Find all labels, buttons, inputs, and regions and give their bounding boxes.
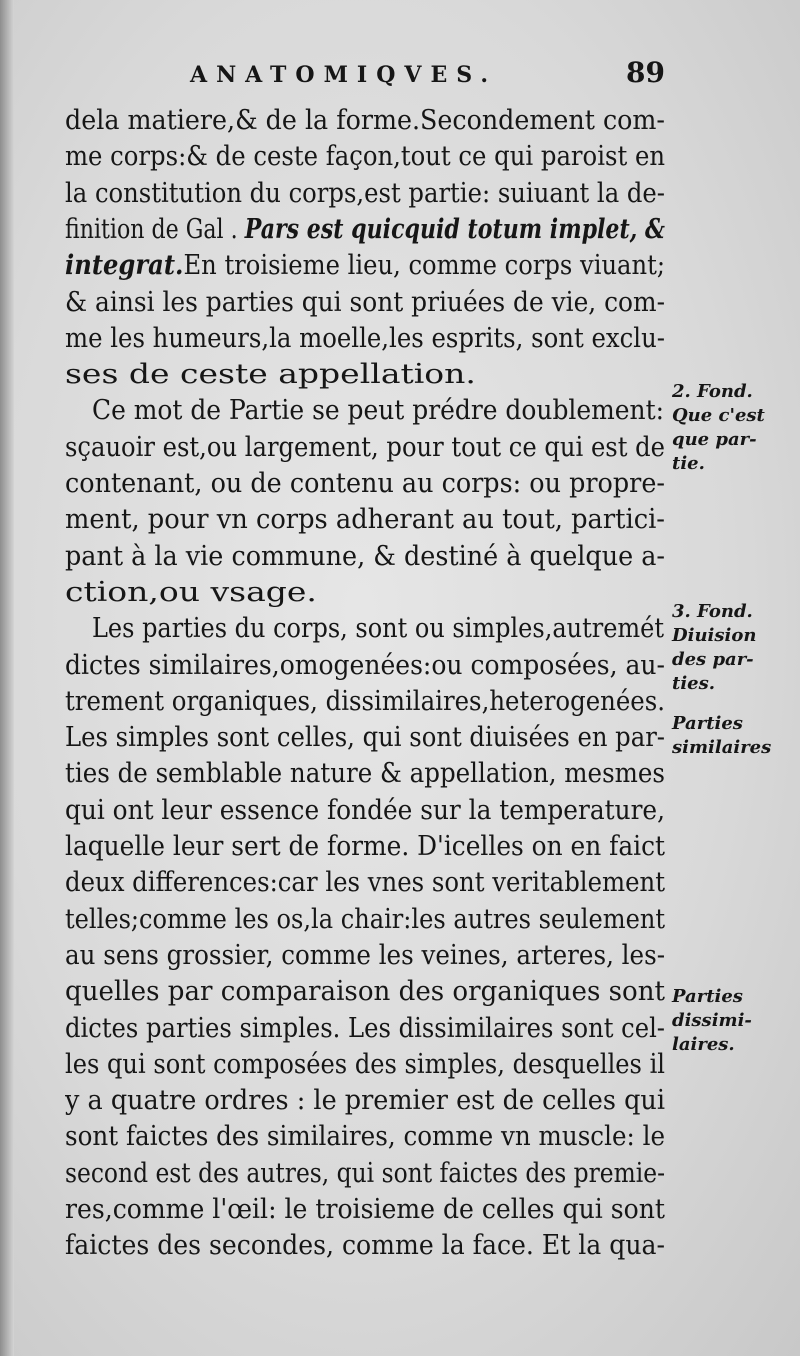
text-line [65, 1191, 665, 1228]
text-span: quelles par comparaison des organiques sont [65, 975, 665, 1008]
text-line [65, 647, 665, 684]
margin-note-line: ties. [672, 673, 716, 694]
text-line [65, 792, 665, 829]
margin-note-line: Parties [672, 713, 743, 734]
text-span: les qui sont composées des simples, desquelles il [65, 1047, 665, 1080]
text-line [65, 574, 665, 611]
text-line [65, 1227, 665, 1264]
margin-note-line: similaires [672, 737, 772, 758]
text-line [65, 1155, 665, 1192]
text-span: ction,ou vsage. [65, 575, 317, 608]
text-line [65, 683, 665, 720]
text-span: finition de Gal . [65, 212, 245, 245]
text-span: qui ont leur essence fondée sur la temperature, [65, 793, 665, 826]
text-line [65, 247, 665, 284]
text-span: au sens grossier, comme les veines, arteres, les- [65, 938, 665, 971]
text-line [65, 937, 665, 974]
page-number: 89 [626, 56, 665, 89]
margin-note-line: Que c'est [672, 405, 765, 426]
text-span: En troisieme lieu, comme corps viuant; [183, 249, 665, 282]
text-span: y a quatre ordres : le premier est de celles qui [65, 1084, 665, 1117]
text-span: me les humeurs,la moelle,les esprits, sont exclu- [65, 321, 665, 354]
text-line [65, 102, 665, 139]
text-line [65, 1118, 665, 1155]
text-span: res,comme l'œil: le troisieme de celles qui sont [65, 1193, 665, 1225]
text-line [65, 719, 665, 756]
text-span: Ce mot de Partie se peut prédre doublement: [92, 394, 664, 427]
text-line [65, 284, 665, 321]
text-span: pant à la vie commune, & destiné à quelque a- [65, 539, 665, 572]
margin-note-line: Parties [672, 986, 743, 1007]
margin-note-line: laires. [672, 1034, 735, 1055]
latin-quote: integrat. [65, 249, 184, 282]
margin-note-line: que par- [672, 429, 757, 450]
margin-note [672, 985, 792, 1057]
text-span: ties de semblable nature & appellation, mesmes [65, 757, 665, 790]
text-span: me corps:& de ceste façon,tout ce qui paroist en [65, 140, 665, 173]
text-line [65, 1046, 665, 1083]
text-line [65, 538, 665, 575]
text-line [65, 828, 665, 865]
text-line [65, 1010, 665, 1047]
margin-note-line: Diuision [672, 625, 757, 646]
margin-note-line: tie. [672, 453, 705, 474]
margin-note [672, 712, 792, 760]
text-line [92, 392, 664, 429]
text-line [65, 755, 665, 792]
text-line [65, 864, 665, 901]
text-span: contenant, ou de contenu au corps: ou propre- [65, 467, 665, 499]
text-line [92, 610, 664, 647]
text-span: & ainsi les parties qui sont priuées de vie, com- [65, 285, 665, 318]
text-line [65, 320, 665, 357]
margin-note [672, 600, 792, 696]
text-span: ment, pour vn corps adherant au tout, partici- [65, 503, 665, 536]
running-title: ANATOMIQVES. [190, 62, 497, 88]
text-span: Les simples sont celles, qui sont diuisées en par- [65, 721, 665, 754]
text-line [65, 501, 665, 538]
text-span: Les parties du corps, sont ou simples,autremét [92, 612, 664, 645]
text-line [65, 211, 665, 248]
text-line [65, 901, 665, 938]
page-gutter-shadow [0, 0, 14, 1356]
text-line [65, 1082, 665, 1119]
margin-note-line: 3. Fond. [672, 601, 753, 622]
text-span: second est des autres, qui sont faictes des premie- [65, 1156, 665, 1189]
text-line [65, 429, 665, 466]
text-span: dictes parties simples. Les dissimilaires sont cel- [65, 1011, 665, 1044]
text-span: la constitution du corps,est partie: suiuant la de- [65, 176, 665, 209]
text-span: ses de ceste appellation. [65, 358, 476, 391]
text-span: laquelle leur sert de forme. D'icelles on en faict [65, 830, 665, 862]
margin-note-line: dissimi- [672, 1010, 752, 1031]
text-span: trement organiques, dissimilaires,heterogenées. [65, 684, 665, 717]
text-line [65, 465, 665, 502]
margin-note-line: des par- [672, 649, 754, 670]
margin-note [672, 380, 792, 476]
margin-note-line: 2. Fond. [672, 381, 753, 402]
text-span: deux differences:car les vnes sont veritablement [65, 866, 665, 899]
text-line [65, 138, 665, 175]
latin-quote: Pars est quicquid totum implet, & [244, 212, 665, 245]
text-span: sont faictes des similaires, comme vn muscle: le [65, 1120, 665, 1153]
text-span: telles;comme les os,la chair:les autres seulement [65, 902, 665, 935]
text-line [65, 973, 665, 1010]
text-span: dictes similaires,omogenées:ou composées, au- [65, 648, 665, 681]
text-span: faictes des secondes, comme la face. Et la qua- [65, 1229, 665, 1262]
text-span: dela matiere,& de la forme.Secondement com- [65, 104, 665, 136]
text-line [65, 356, 665, 393]
text-line [65, 175, 665, 212]
text-span: sçauoir est,ou largement, pour tout ce qui est de [65, 430, 665, 463]
